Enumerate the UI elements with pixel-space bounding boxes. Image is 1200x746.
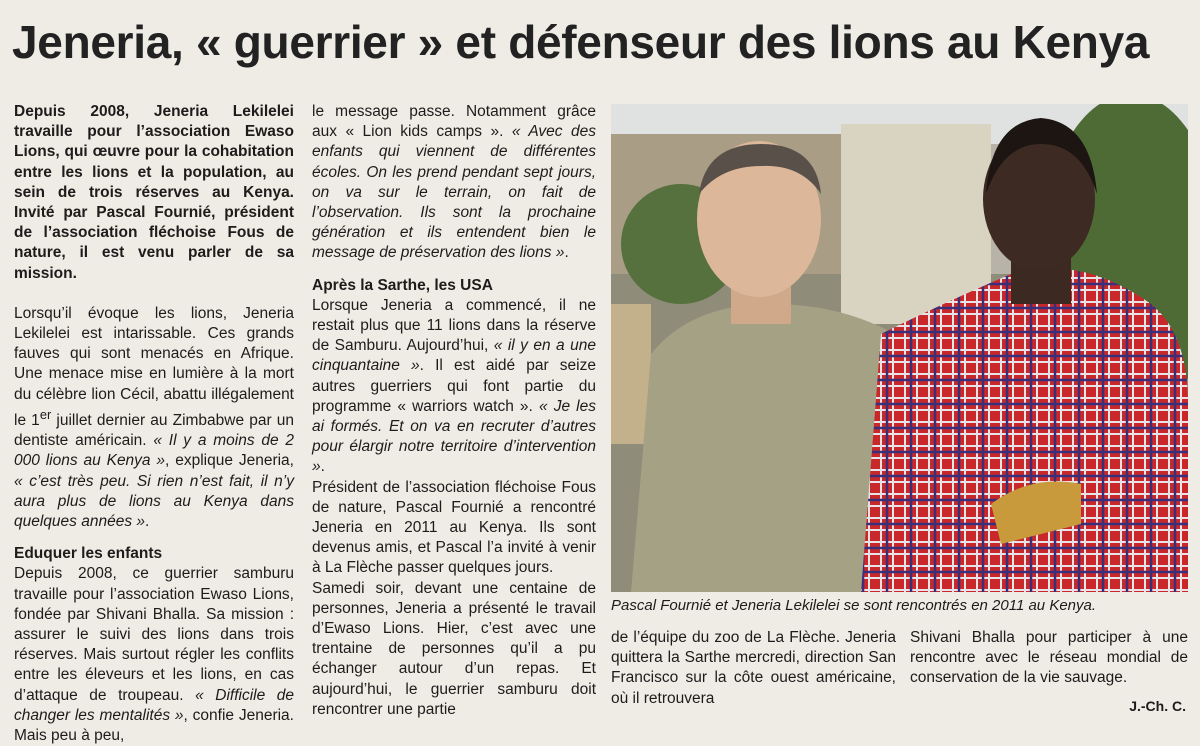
article-headline: Jeneria, « guerrier » et défenseur des lions au Kenya bbox=[12, 16, 1150, 68]
article-column-2 bbox=[312, 102, 596, 720]
photo-image bbox=[611, 104, 1188, 592]
article-photo bbox=[611, 104, 1188, 592]
article-column-1 bbox=[14, 102, 294, 746]
photo-caption: Pascal Fournié et Jeneria Lekilelei se sont rencontrés en 2011 au Kenya. bbox=[611, 597, 1097, 614]
article-column-4 bbox=[910, 628, 1188, 689]
article-paragraph: le message passe. Notamment grâce aux « Lion kids camps ». « Avec des enfants qui viennent de différentes écoles. On les prend pendant sept jours, on va sur le terrain, on fait de l’observation. Ils sont la prochaine génération et ils entendent bien le message de préservation des lions ». bbox=[312, 103, 597, 262]
article-paragraph: Shivani Bhalla pour participer à une rencontre avec le réseau mondial de conservation de la vie sauvage. bbox=[910, 629, 1188, 687]
article-paragraph: de l’équipe du zoo de La Flèche. Jeneria quittera la Sarthe mercredi, direction San Francisco sur la côte ouest américaine, où il retrouvera bbox=[611, 629, 896, 707]
article-paragraph: Samedi soir, devant une centaine de personnes, Jeneria a présenté le travail d’Ewaso Lions. Hier, c’est avec une trentaine de personnes qu’il a pu échanger autour d’un repas. Et aujourd’hui, le guerrier samburu doit rencontrer une partie bbox=[312, 579, 596, 718]
section-subheading: Eduquer les enfants bbox=[14, 545, 163, 563]
section-subheading: Après la Sarthe, les USA bbox=[312, 276, 493, 294]
article-paragraph: Lorsqu’il évoque les lions, Jeneria Lekilelei est intarissable. Ces grands fauves qui sont menacés en Afrique. Une menace mise en lumière à la mort du célèbre lion Cécil, abattu illégalement le 1er juillet dernier au Zimbabwe par un dentiste américain. « Il y a moins de 2 000 lions au Kenya », explique Jeneria, « c’est très peu. Si rien n’est fait, il n’y aura plus de lions au Kenya dans quelques années ». bbox=[14, 304, 294, 531]
article-paragraph: Lorsque Jeneria a commencé, il ne restait plus que 11 lions dans la réserve de Samburu. Aujourd’hui, « il y en a une cinquantaine ». Il est aidé par seize autres guerriers qui font partie du programme « warriors watch ». « Je les ai formés. Et on va en recruter d’autres pour élargir notre territoire d’intervention ». bbox=[312, 296, 596, 476]
article-column-3 bbox=[611, 628, 896, 709]
article-lead: Depuis 2008, Jeneria Lekilelei travaille pour l’association Ewaso Lions, qui œuvre pour la cohabitation entre les lions et la population, au sein de trois réserves au Kenya. Invité par Pascal Fournié, président de l’association fléchoise Fous de nature, il est venu parler de sa mission. bbox=[14, 103, 294, 282]
article-paragraph: Président de l’association fléchoise Fous de nature, Pascal Fournié a rencontré Jeneria en 2011 au Kenya. Ils sont devenus amis, et Pascal l’a invité à venir à La Flèche passer quelques jours. bbox=[312, 478, 596, 577]
article-paragraph: Depuis 2008, ce guerrier samburu travaille pour l’association Ewaso Lions, fondée par Shivani Bhalla. Sa mission : assurer le suivi des lions dans trois réserves. Mais surtout régler les conflits entre les éleveurs et les lions, en cas d’attaque de troupeau. « Difficile de changer les mentalités », confie Jeneria. Mais peu à peu, bbox=[14, 565, 295, 745]
author-credit: J.-Ch. C. bbox=[1129, 698, 1186, 714]
